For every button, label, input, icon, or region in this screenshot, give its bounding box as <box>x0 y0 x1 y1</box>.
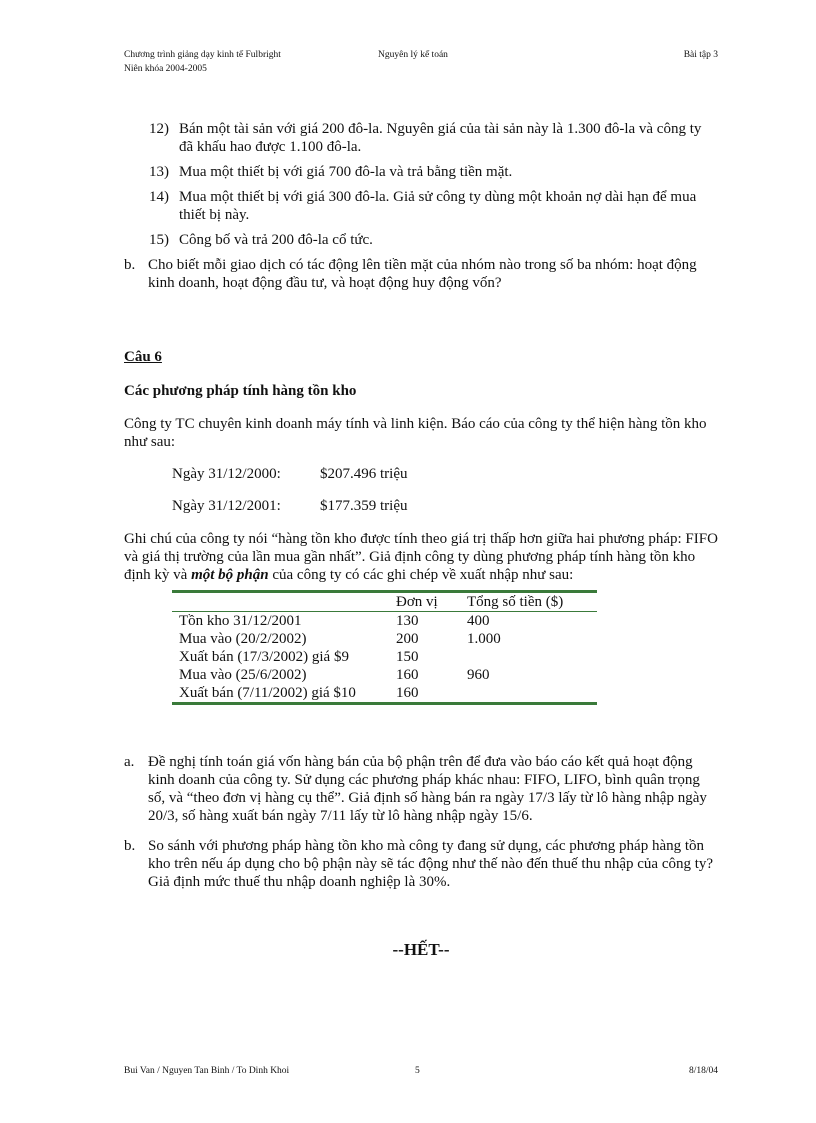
item-number: 12) <box>149 121 169 137</box>
table-cell: Tồn kho 31/12/2001 <box>179 613 302 629</box>
page-content <box>124 120 718 959</box>
item-text: Mua một thiết bị với giá 300 đô-la. Giả sử công ty dùng một khoản nợ dài hạn để mua thiết bị này. <box>179 189 697 223</box>
table-row <box>172 648 597 666</box>
table-cell: 150 <box>396 649 419 665</box>
part-a-label: a. <box>124 754 135 770</box>
inventory-table <box>172 590 597 705</box>
question-heading: Câu 6 <box>124 349 162 365</box>
footer-date: 8/18/04 <box>688 1066 718 1076</box>
table-row <box>172 666 597 684</box>
question-subtitle: Các phương pháp tính hàng tồn kho <box>124 383 357 399</box>
note-emphasis: một bộ phận <box>191 567 269 583</box>
table-cell: Mua vào (25/6/2002) <box>179 667 307 683</box>
table-header-row <box>172 592 597 612</box>
table-cell: 1.000 <box>467 631 501 647</box>
list-item <box>124 120 718 156</box>
header-year: Niên khóa 2004-2005 <box>124 64 207 74</box>
item-text: Bán một tài sản với giá 200 đô-la. Nguyên giá của tài sản này là 1.300 đô-la và công ty đã khấu hao được 1.100 đô-la. <box>179 121 702 155</box>
table-cell: Xuất bán (17/3/2002) giá $9 <box>179 649 349 665</box>
note-paragraph <box>124 530 718 584</box>
footer-authors: Bui Van / Nguyen Tan Binh / To Dinh Khoi <box>124 1066 290 1076</box>
column-header: Tổng số tiền ($) <box>460 592 597 612</box>
item-text: Công bố và trả 200 đô-la cổ tức. <box>179 232 373 248</box>
table-cell: 160 <box>396 667 419 683</box>
part-b-label: b. <box>124 257 136 273</box>
question-part-b <box>124 837 718 891</box>
item-number: 14) <box>149 189 169 205</box>
page-number: 5 <box>415 1066 420 1076</box>
table-cell <box>460 684 597 704</box>
part-b-text: Cho biết mỗi giao dịch có tác động lên tiền mặt của nhóm nào trong số ba nhóm: hoạt động kinh doanh, hoạt động đầu tư, và hoạt động huy động vốn? <box>148 257 697 291</box>
inventory-date: Ngày 31/12/2001: <box>172 498 281 514</box>
part-b-question <box>124 256 718 292</box>
table-row <box>172 630 597 648</box>
part-b-label: b. <box>124 838 136 854</box>
question-part-a <box>124 753 718 825</box>
item-text: Mua một thiết bị với giá 700 đô-la và trả bằng tiền mặt. <box>179 164 513 180</box>
column-header: Đơn vị <box>389 592 460 612</box>
list-item <box>124 231 718 249</box>
header-assignment: Bài tập 3 <box>683 50 718 60</box>
inventory-line <box>172 465 718 483</box>
table-cell: 960 <box>467 667 490 683</box>
inventory-value: $177.359 triệu <box>320 498 408 514</box>
table-row <box>172 684 597 704</box>
column-header <box>172 592 389 612</box>
table-cell: 400 <box>467 613 490 629</box>
inventory-value: $207.496 triệu <box>320 466 408 482</box>
table-cell: Mua vào (20/2/2002) <box>179 631 307 647</box>
intro-paragraph: Công ty TC chuyên kinh doanh máy tính và linh kiện. Báo cáo của công ty thể hiện hàng tồn kho như sau: <box>124 416 707 450</box>
inventory-line <box>172 497 718 515</box>
table-cell: Xuất bán (7/11/2002) giá $10 <box>179 685 356 701</box>
table-cell: 160 <box>396 685 419 701</box>
inventory-date: Ngày 31/12/2000: <box>172 466 281 482</box>
item-number: 15) <box>149 232 169 248</box>
table-cell <box>460 648 597 666</box>
note-text: Ghi chú của công ty nói “hàng tồn kho được tính theo giá trị thấp hơn giữa hai phương pháp: FIFO và giá thị trường của lần mua gần nhất”. Giả định công ty dùng phương pháp tính hàng tồn kho định kỳ và <box>124 531 718 583</box>
list-item <box>124 163 718 181</box>
header-program: Chương trình giảng dạy kinh tế Fulbright <box>124 50 281 60</box>
list-item <box>124 188 718 224</box>
part-b-text: So sánh với phương pháp hàng tồn kho mà công ty đang sử dụng, các phương pháp hàng tồn kho trên nếu áp dụng cho bộ phận này sẽ tác động như thế nào đến thuế thu nhập của công ty? Giả định mức thuế thu nhập doanh nghiệp là 30%. <box>148 838 714 890</box>
header-left <box>124 48 281 76</box>
item-number: 13) <box>149 164 169 180</box>
table-row <box>172 612 597 631</box>
note-text-end: của công ty có các ghi chép về xuất nhập như sau: <box>268 567 574 583</box>
table-cell: 130 <box>396 613 419 629</box>
table-cell: 200 <box>396 631 419 647</box>
header-course: Nguyên lý kế toán <box>378 50 448 60</box>
end-mark: --HẾT-- <box>392 940 450 959</box>
part-a-text: Đề nghị tính toán giá vốn hàng bán của bộ phận trên để đưa vào báo cáo kết quả hoạt động kinh doanh của công ty. Sử dụng các phương pháp khác nhau: FIFO, LIFO, bình quân trọng số, và “theo đơn vị hàng cụ thể”. Giả định số hàng bán ra ngày 17/3 lấy từ lô hàng nhập ngày 20/3, số hàng xuất bán ngày 7/11 lấy từ lô hàng nhập ngày 15/6. <box>148 754 707 824</box>
